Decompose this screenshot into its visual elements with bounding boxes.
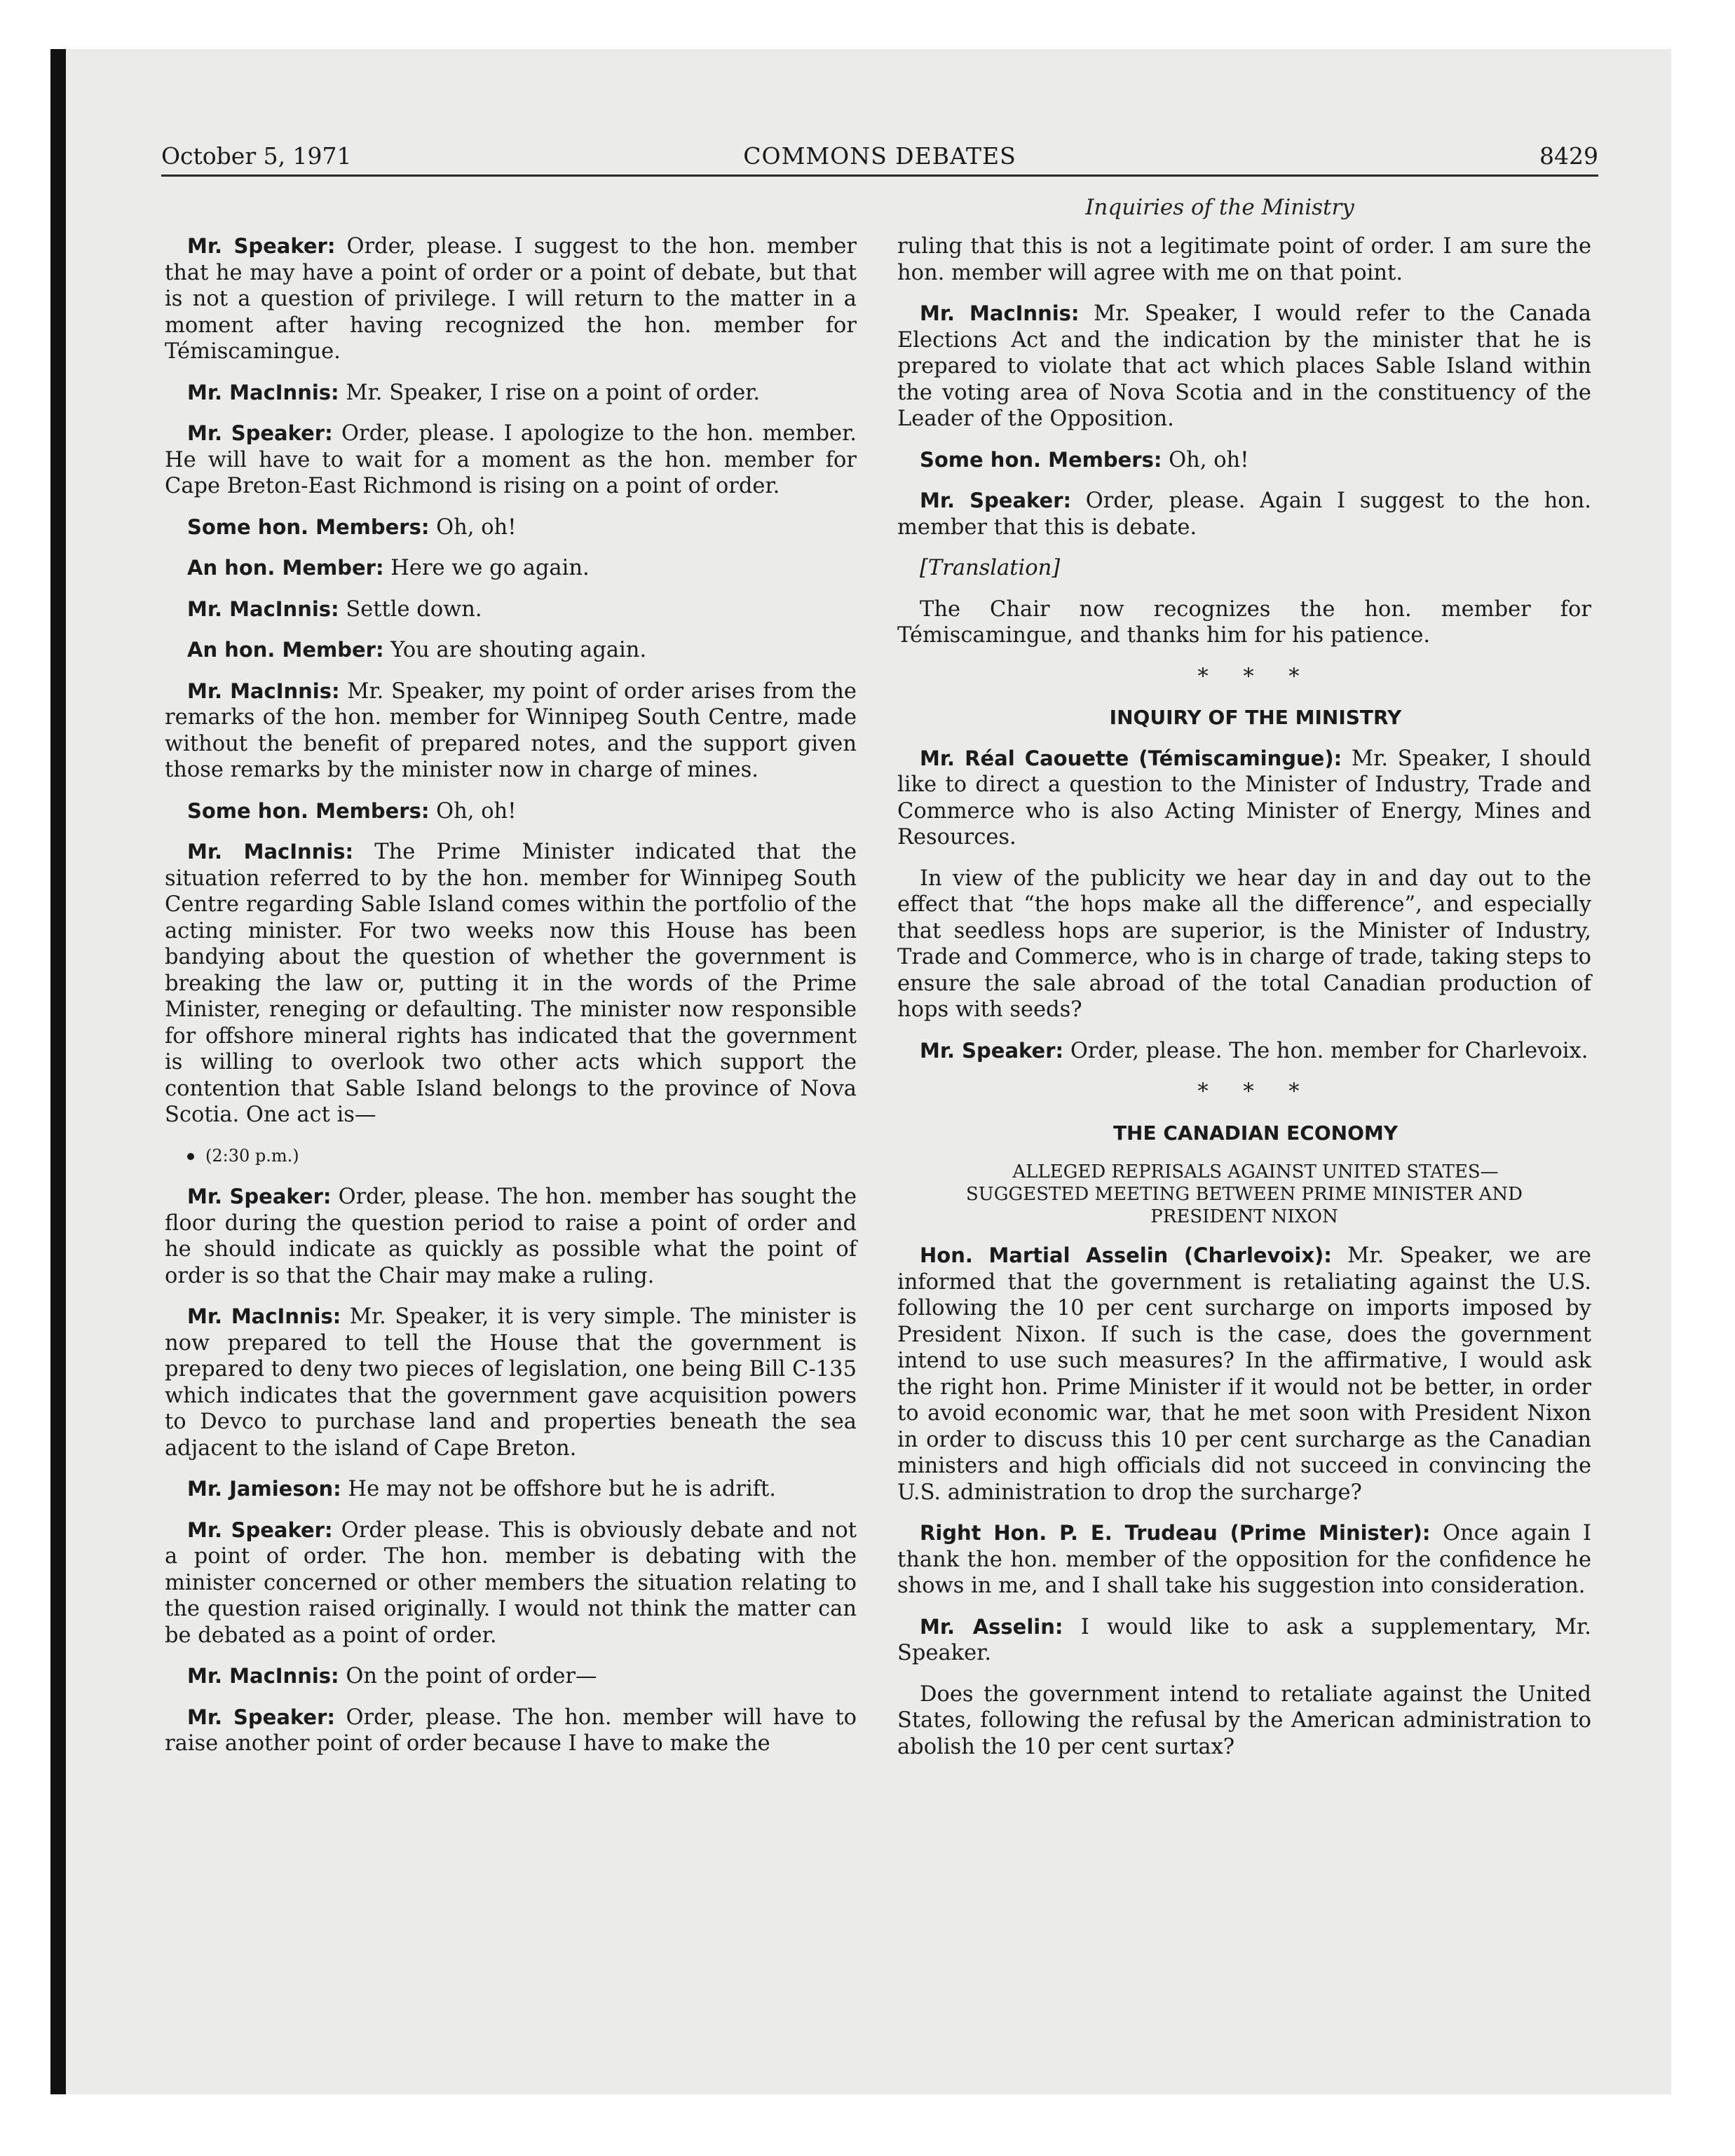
paragraph (897, 866, 1591, 1023)
paragraph (165, 1476, 857, 1503)
speech-text: Order, please. I apologize to the hon. member. He will have to wait for a moment as the hon. member for Cape Breton-East Richmond is rising on a point of order. (165, 421, 857, 498)
speaker-name: Mr. Speaker: (920, 489, 1072, 512)
speech-text: Mr. Speaker, I would refer to the Canada Elections Act and the indication by the minister that he is prepared to violate that act which places Sable Island within the voting area of Nova Scotia and in the constituency of the Leader of the Opposition. (897, 301, 1591, 431)
speech-text: Oh, oh! (436, 798, 517, 824)
speech-text: Mr. Speaker, we are informed that the government is retaliating against the U.S. following the 10 per cent surcharge on imports imposed by President Nixon. If such is the case, does the government intend to use such measures? In the affirmative, I would ask the right hon. Prime Minister if it would not be better, in order to avoid economic war, that he met soon with President Nixon in order to discuss this 10 per cent surcharge as the Canadian ministers and high officials did not succeed in convincing the U.S. administration to drop the surcharge? (897, 1243, 1591, 1505)
speaker-name: Mr. Speaker: (920, 1038, 1064, 1063)
time-marker (165, 1143, 857, 1170)
paragraph (897, 1520, 1591, 1599)
paragraph (897, 301, 1591, 432)
speaker-name: Mr. Speaker: (187, 1517, 333, 1542)
subheading-line: ALLEGED REPRISALS AGAINST UNITED STATES— (1012, 1161, 1499, 1182)
header-title: COMMONS DEBATES (743, 142, 1016, 170)
speech-text: He may not be offshore but he is adrift. (348, 1477, 776, 1501)
scan-border (50, 49, 66, 2094)
speaker-name: Some hon. Members: (920, 447, 1162, 472)
paragraph (165, 678, 857, 784)
speech-text: Settle down. (346, 596, 482, 622)
speaker-name: Mr. Speaker: (187, 234, 336, 258)
subheading-line: PRESIDENT NIXON (1150, 1206, 1338, 1227)
speaker-name: Some hon. Members: (187, 798, 430, 823)
section-heading: INQUIRY OF THE MINISTRY (1109, 706, 1402, 729)
speech-text: Order, please. Again I suggest to the hon. member that this is debate. (897, 489, 1591, 540)
speaker-name: Mr. MacInnis: (187, 596, 339, 621)
speech-text: Mr. Speaker, I rise on a point of order. (346, 380, 761, 405)
speaker-name: Mr. MacInnis: (187, 678, 340, 703)
paragraph (165, 1304, 857, 1461)
speaker-name: Mr. Jamieson: (187, 1477, 341, 1501)
paragraph (165, 1517, 857, 1649)
translation-note: [Translation] (920, 556, 1061, 580)
right-column (897, 233, 1591, 1775)
speech-text: Order please. This is obviously debate and not a point of order. The hon. member is debating with the minister concerned or other members the situation relating to the question raised originally. I would not think the matter can be debated as a point of order. (165, 1517, 857, 1648)
speaker-name: Mr. MacInnis: (187, 840, 354, 864)
speaker-name: Some hon. Members: (187, 514, 430, 539)
paragraph (165, 1663, 857, 1690)
speech-text: ruling that this is not a legitimate point of order. I am sure the hon. member will agree with me on that point. (897, 234, 1591, 285)
speech-text: The Prime Minister indicated that the situation referred to by the hon. member for Winnipeg South Centre regarding Sable Island comes within the portfolio of the acting minister. For two weeks now this House has been bandying about the question of whether the government is breaking the law or, putting it in the words of the Prime Minister, reneging or defaulting. The minister now responsible for offshore mineral rights has indicated that the government is willing to overlook two other acts which support the contention that Sable Island belongs to the province of Nova Scotia. One act is— (165, 840, 857, 1127)
subheading-line: SUGGESTED MEETING BETWEEN PRIME MINISTER AND (965, 1184, 1523, 1205)
speech-text: Once again I thank the hon. member of the opposition for the confidence he shows in me, and I shall take his suggestion into consideration. (897, 1521, 1591, 1598)
section-subheading (897, 1161, 1591, 1228)
paragraph (165, 596, 857, 623)
paragraph (897, 596, 1591, 649)
paragraph (165, 798, 857, 825)
speaker-name: Mr. Réal Caouette (Témiscamingue): (920, 746, 1342, 770)
paragraph (897, 1681, 1591, 1761)
bullet-icon (187, 1153, 194, 1160)
speaker-name: Mr. MacInnis: (920, 301, 1080, 325)
speaker-name: Mr. MacInnis: (187, 1664, 339, 1688)
speech-text: Oh, oh! (436, 514, 517, 540)
paragraph (165, 637, 857, 664)
speaker-name: Mr. MacInnis: (187, 1304, 341, 1328)
left-column (165, 233, 857, 1772)
paragraph (897, 1614, 1591, 1667)
paragraph (165, 380, 857, 407)
speech-text: Order, please. I suggest to the hon. member that he may have a point of order or a point of debate, but that is not a question of privilege. I will return to the matter in a moment after having recognized the hon. member for Témiscamingue. (165, 234, 857, 364)
speech-text: Oh, oh! (1169, 447, 1249, 472)
paragraph (165, 514, 857, 541)
speaker-name: Hon. Martial Asselin (Charlevoix): (920, 1243, 1332, 1267)
header-page-number: 8429 (1539, 142, 1598, 170)
speech-text: I would like to ask a supplementary, Mr. Speaker. (897, 1614, 1591, 1665)
speech-text: Order, please. The hon. member will have to raise another point of order because I have to make the (165, 1705, 857, 1756)
speech-text: Order, please. The hon. member for Charlevoix. (1070, 1038, 1588, 1063)
speaker-name: An hon. Member: (187, 556, 384, 580)
speech-text: You are shouting again. (390, 638, 647, 662)
section-heading: THE CANADIAN ECONOMY (1113, 1121, 1399, 1145)
speaker-name: Right Hon. P. E. Trudeau (Prime Minister): (920, 1521, 1431, 1545)
speaker-name: Mr. Speaker: (187, 421, 333, 445)
paragraph (897, 746, 1591, 851)
speaker-name: Mr. Asselin: (920, 1614, 1063, 1639)
speaker-name: Mr. MacInnis: (187, 380, 339, 404)
section-divider: * * * (1197, 1079, 1314, 1104)
paragraph (165, 421, 857, 500)
speech-text: On the point of order— (346, 1664, 597, 1688)
paragraph (897, 488, 1591, 540)
speech-text: Mr. Speaker, it is very simple. The minister is now prepared to tell the House that the government is prepared to deny two pieces of legislation, one being Bill C-135 which indicates that the government gave acquisition powers to Devco to purchase land and properties beneath the sea adjacent to the island of Cape Breton. (165, 1304, 857, 1461)
speaker-name: Mr. Speaker: (187, 1705, 335, 1729)
speech-text: Does the government intend to retaliate against the United States, following the refusal by the American administration to abolish the 10 per cent surtax? (897, 1681, 1591, 1759)
section-divider: * * * (1197, 664, 1314, 689)
running-head: Inquiries of the Ministry (1085, 195, 1354, 220)
paragraph (165, 1184, 857, 1289)
paragraph (165, 1705, 857, 1757)
speech-text: Here we go again. (390, 556, 590, 580)
paragraph (897, 1243, 1591, 1506)
speech-text: Mr. Speaker, I should like to direct a question to the Minister of Industry, Trade and Commerce who is also Acting Minister of Energy, Mines and Resources. (897, 746, 1591, 850)
speaker-name: An hon. Member: (187, 638, 384, 662)
speech-text: In view of the publicity we hear day in and day out to the effect that “the hops make all the difference”, and especially that seedless hops are superior, is the Minister of Industry, Trade and Commerce, who is in charge of trade, taking steps to ensure the sale abroad of the total Canadian production of hops with seeds? (897, 866, 1591, 1022)
paragraph (897, 1038, 1591, 1065)
paragraph (897, 233, 1591, 286)
time-text: (2:30 p.m.) (205, 1145, 299, 1166)
paragraph (165, 839, 857, 1128)
page-header (161, 142, 1598, 177)
speech-text: Mr. Speaker, my point of order arises from the remarks of the hon. member for Winnipeg South Centre, made without the benefit of prepared notes, and the support given those remarks by the minister now in charge of mines. (165, 678, 857, 782)
header-date: October 5, 1971 (161, 142, 352, 170)
speech-text: Order, please. The hon. member has sought the floor during the question period to raise a point of order and he should indicate as quickly as possible what the point of order is so that the Chair may make a ruling. (165, 1185, 857, 1288)
speaker-name: Mr. Speaker: (187, 1185, 332, 1208)
speech-text: The Chair now recognizes the hon. member for Témiscamingue, and thanks him for his patience. (897, 596, 1591, 648)
paragraph (165, 233, 857, 365)
paragraph (897, 447, 1591, 474)
paragraph (165, 555, 857, 582)
